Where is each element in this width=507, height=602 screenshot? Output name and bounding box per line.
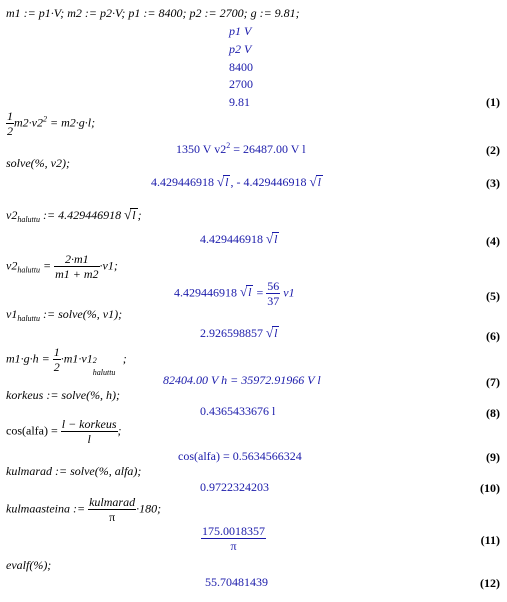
fraction: $\frac{\text{kulmarad}}{\pi}$ [89,495,136,524]
output-9: cos(alfa) = 0.5634566324 [178,449,302,463]
fraction: $\frac{1}{2}$ [7,109,13,138]
input-line-5[interactable]: $v2_{haluttu}$ = $\frac{2\cdot m1}{m1 + m2}$ ·v1; [6,252,118,281]
output-1c: 8400 [229,60,253,74]
output-1e: 9.81 [229,95,250,109]
equation-label-7: (7) [486,375,500,389]
output-1b: p2 V [229,42,252,56]
equation-label-10: (10) [480,481,500,495]
equation-label-12: (12) [480,576,500,590]
fraction: $\frac{2\cdot m1}{m1 + m2}$ [55,252,99,281]
output-5: 4.429446918 √l = $\frac{56}{37}$ v1 [174,279,295,308]
equation-label-2: (2) [486,143,500,157]
output-1d: 2700 [229,77,253,91]
sqrt-symbol: √l [124,207,136,222]
output-4: 4.429446918 √l [200,231,278,246]
fraction: $\frac{175.0018357}{\pi}$ [202,524,265,553]
input-line-9[interactable]: cos(alfa) = $\frac{\text{l − korkeus}}{l}$ ; [6,417,122,446]
input-line-2[interactable]: $\frac{1}{2}$ $m2\cdot v2^2 = m2\cdot g\cdot l$; [7,109,96,138]
input-line-11[interactable]: kulmaasteina := $\frac{\text{kulmarad}}{\pi}$ ·180; [6,495,162,524]
sqrt-symbol: √l [266,325,278,340]
output-11 [201,525,266,552]
equation-label-6: (6) [486,329,500,343]
equation-label-4: (4) [486,234,500,248]
equation-label-11: (11) [480,533,500,547]
output-10: 0.9722324203 [200,480,269,494]
input-line-1[interactable]: m1 := p1·V; m2 := p2·V; p1 := 8400; p2 := 2700; g := 9.81; [6,6,300,20]
input-line-6[interactable]: $v1_{haluttu}$ := solve(%, v1); [6,307,123,323]
input-line-10[interactable]: kulmarad := solve(%, alfa); [6,464,142,478]
equation-label-3: (3) [486,176,500,190]
input-line-4[interactable]: $v2_{haluttu}$ := 4.429446918 √l ; [6,207,142,224]
sqrt-symbol: √l [266,231,278,246]
equation-label-8: (8) [486,406,500,420]
output-8: 0.4365433676 l [200,404,276,418]
output-12: 55.70481439 [205,575,268,589]
output-2: 1350 V $v2^2 = 26487.00$ V l [176,141,306,156]
input-line-8[interactable]: korkeus := solve(%, h); [6,388,121,402]
sqrt-symbol: √l [309,174,321,189]
equation-label-5: (5) [486,289,500,303]
output-7: 82404.00 V h = 35972.91966 V l [163,373,321,387]
input-line-7[interactable]: m1·g·h = $\frac{1}{2}$ ·m1·v1 2 haluttu ; [6,345,127,378]
fraction: $\frac{56}{37}$ [267,279,280,308]
sqrt-symbol: √l [217,174,229,189]
output-1a: p1 V [229,24,252,38]
sqrt-symbol: √l [240,284,252,300]
output-3: 4.429446918 √l , - 4.429446918 √l [151,174,321,189]
fraction: $\frac{\text{l − korkeus}}{l}$ [61,417,117,446]
input-line-3[interactable]: solve(%, v2); [6,156,70,170]
equation-label-1: (1) [486,95,500,109]
output-6: 2.926598857 √l [200,325,278,340]
fraction: $\frac{1}{2}$ [53,345,60,374]
equation-label-9: (9) [486,450,500,464]
input-line-12[interactable]: evalf(%); [6,558,52,572]
